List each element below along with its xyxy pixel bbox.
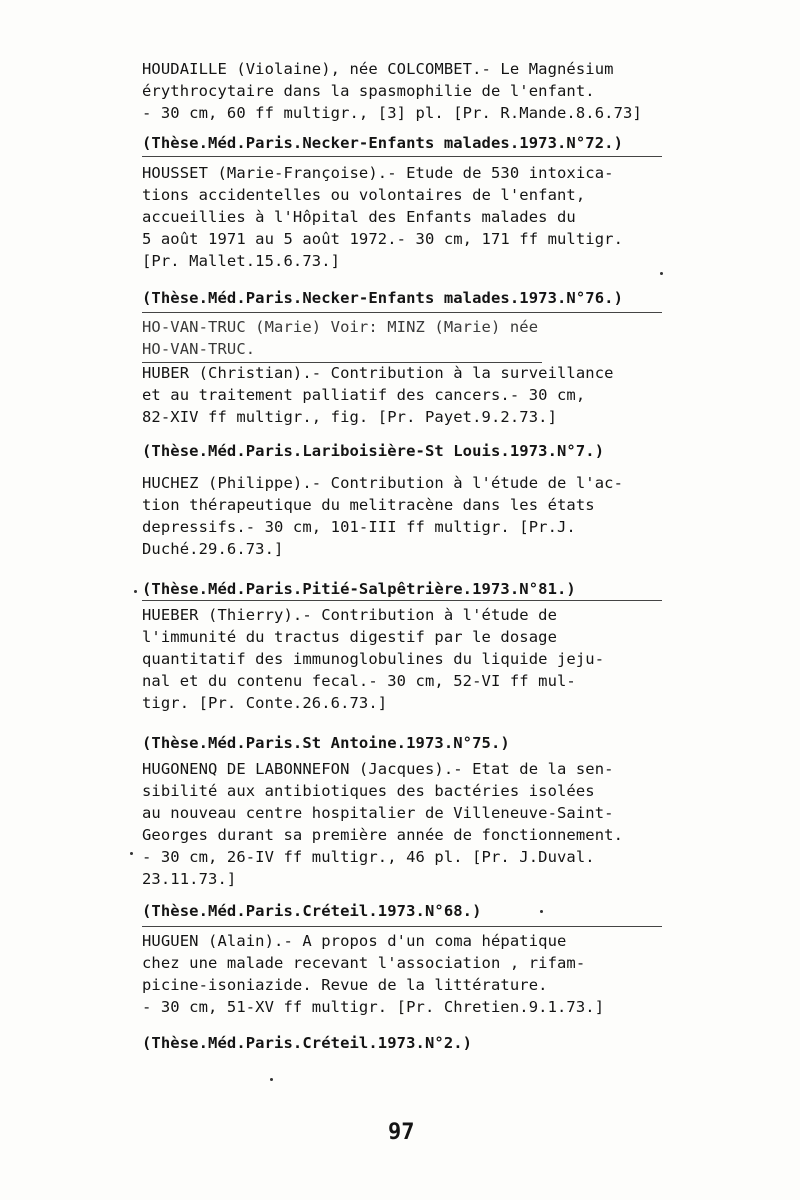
thesis-source <box>142 732 682 754</box>
bibliography-entry <box>142 58 682 124</box>
entry-line: au nouveau centre hospitalier de Villeneuve-Saint- <box>142 804 614 822</box>
entry-line: 23.11.73.] <box>142 870 237 888</box>
separator-rule <box>142 312 662 313</box>
entry-line: érythrocytaire dans la spasmophilie de l'enfant. <box>142 82 595 100</box>
entry-line: HUEBER (Thierry).- Contribution à l'étude de <box>142 606 557 624</box>
entry-line: Duché.29.6.73.] <box>142 540 284 558</box>
bibliography-entry <box>142 604 682 714</box>
entry-line: depressifs.- 30 cm, 101-III ff multigr. [Pr.J. <box>142 518 576 536</box>
bibliography-entry <box>142 162 682 272</box>
scan-speck <box>540 910 543 913</box>
entry-line: accueillies à l'Hôpital des Enfants malades du <box>142 208 576 226</box>
separator-rule <box>142 156 662 157</box>
entry-line: tions accidentelles ou volontaires de l'enfant, <box>142 186 586 204</box>
entry-line: tion thérapeutique du melitracène dans les états <box>142 496 595 514</box>
scan-speck <box>130 852 133 855</box>
source-line: (Thèse.Méd.Paris.Pitié-Salpêtrière.1973.N°81.) <box>142 580 576 598</box>
thesis-source <box>142 578 682 600</box>
entry-line: HOUDAILLE (Violaine), née COLCOMBET.- Le Magnésium <box>142 60 614 78</box>
entry-line: sibilité aux antibiotiques des bactéries isolées <box>142 782 595 800</box>
page-number: 97 <box>388 1120 415 1145</box>
thesis-source <box>142 287 682 309</box>
thesis-source <box>142 1032 682 1054</box>
entry-line: - 30 cm, 51-XV ff multigr. [Pr. Chretien.9.1.73.] <box>142 998 605 1016</box>
source-line: (Thèse.Méd.Paris.Créteil.1973.N°68.) <box>142 902 482 920</box>
bibliography-entry <box>142 472 682 560</box>
entry-line: tigr. [Pr. Conte.26.6.73.] <box>142 694 388 712</box>
entry-line: et au traitement palliatif des cancers.- 30 cm, <box>142 386 586 404</box>
scan-speck <box>270 1078 273 1081</box>
entry-line: HUGONENQ DE LABONNEFON (Jacques).- Etat de la sen- <box>142 760 614 778</box>
source-line: (Thèse.Méd.Paris.St Antoine.1973.N°75.) <box>142 734 510 752</box>
thesis-source <box>142 132 682 154</box>
entry-line: 82-XIV ff multigr., fig. [Pr. Payet.9.2.73.] <box>142 408 557 426</box>
entry-line: HUCHEZ (Philippe).- Contribution à l'étude de l'ac- <box>142 474 624 492</box>
entry-line: chez une malade recevant l'association , rifam- <box>142 954 586 972</box>
scan-speck <box>134 590 137 593</box>
source-line: (Thèse.Méd.Paris.Necker-Enfants malades.1973.N°76.) <box>142 289 624 307</box>
entry-line: Georges durant sa première année de fonctionnement. <box>142 826 624 844</box>
source-line: (Thèse.Méd.Paris.Lariboisière-St Louis.1973.N°7.) <box>142 442 605 460</box>
entry-line: 5 août 1971 au 5 août 1972.- 30 cm, 171 ff multigr. <box>142 230 624 248</box>
entry-line: HOUSSET (Marie-Françoise).- Etude de 530 intoxica- <box>142 164 614 182</box>
thesis-source <box>142 440 682 462</box>
source-line: (Thèse.Méd.Paris.Créteil.1973.N°2.) <box>142 1034 473 1052</box>
entry-line: HUBER (Christian).- Contribution à la surveillance <box>142 364 614 382</box>
bibliography-entry <box>142 758 682 890</box>
separator-rule <box>142 600 662 601</box>
scan-speck <box>660 272 663 275</box>
entry-line: HUGUEN (Alain).- A propos d'un coma hépatique <box>142 932 567 950</box>
entry-line: picine-isoniazide. Revue de la littérature. <box>142 976 548 994</box>
bibliography-entry <box>142 362 682 428</box>
entry-line: l'immunité du tractus digestif par le dosage <box>142 628 557 646</box>
thesis-source <box>142 900 682 922</box>
entry-line: nal et du contenu fecal.- 30 cm, 52-VI ff mul- <box>142 672 576 690</box>
entry-line: - 30 cm, 60 ff multigr., [3] pl. [Pr. R.Mande.8.6.73] <box>142 104 642 122</box>
entry-line: quantitatif des immunoglobulines du liquide jeju- <box>142 650 605 668</box>
entry-line: HO-VAN-TRUC (Marie) Voir: MINZ (Marie) née <box>142 318 539 336</box>
separator-rule <box>142 926 662 927</box>
entry-line: [Pr. Mallet.15.6.73.] <box>142 252 341 270</box>
cross-reference-entry <box>142 316 682 360</box>
entry-line: HO-VAN-TRUC. <box>142 340 256 358</box>
bibliography-entry <box>142 930 682 1018</box>
entry-line: - 30 cm, 26-IV ff multigr., 46 pl. [Pr. J.Duval. <box>142 848 595 866</box>
source-line: (Thèse.Méd.Paris.Necker-Enfants malades.1973.N°72.) <box>142 134 624 152</box>
